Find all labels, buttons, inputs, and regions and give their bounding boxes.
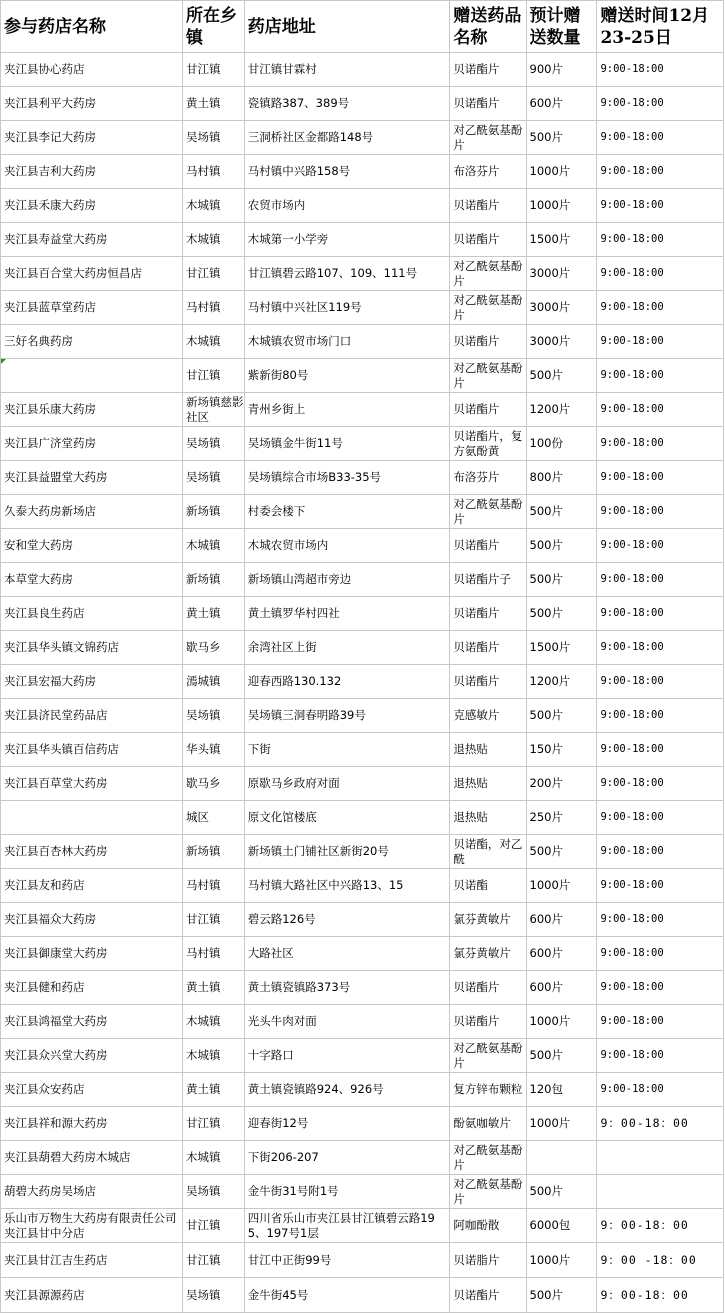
pharmacy-name-cell: 夹江县华头镇文锦药店 (1, 631, 183, 665)
drug-name-cell: 阿咖酚散 (450, 1209, 526, 1243)
quantity-cell: 500片 (526, 563, 597, 597)
time-cell: 9:00-18:00 (597, 699, 724, 733)
quantity-cell: 800片 (526, 461, 597, 495)
drug-name-cell: 贝诺酯片 (450, 325, 526, 359)
drug-name-cell: 贝诺酯片 (450, 665, 526, 699)
quantity-cell: 200片 (526, 767, 597, 801)
quantity-cell: 600片 (526, 971, 597, 1005)
pharmacy-name-cell: 夹江县友和药店 (1, 869, 183, 903)
time-cell: 9:00-18:00 (597, 427, 724, 461)
quantity-cell: 600片 (526, 903, 597, 937)
header-address: 药店地址 (244, 1, 450, 53)
quantity-cell: 100份 (526, 427, 597, 461)
drug-name-cell: 贝诺酯片 (450, 223, 526, 257)
township-cell: 甘江镇 (183, 359, 245, 393)
township-cell: 漹城镇 (183, 665, 245, 699)
time-cell: 9:00-18:00 (597, 393, 724, 427)
pharmacy-name-cell: 安和堂大药房 (1, 529, 183, 563)
drug-name-cell: 贝诺脂片 (450, 1243, 526, 1278)
drug-name-cell: 氯芬黄敏片 (450, 937, 526, 971)
drug-name-cell: 克感敏片 (450, 699, 526, 733)
quantity-cell: 1500片 (526, 223, 597, 257)
time-cell: 9:00-18:00 (597, 87, 724, 121)
drug-name-cell: 贝诺酯片 (450, 971, 526, 1005)
pharmacy-name-cell: 夹江县健和药店 (1, 971, 183, 1005)
time-cell: 9:00-18:00 (597, 291, 724, 325)
township-cell: 黄土镇 (183, 1073, 245, 1107)
quantity-cell: 500片 (526, 529, 597, 563)
drug-name-cell: 对乙酰氨基酚片 (450, 1141, 526, 1175)
header-quantity: 预计赠送数量 (526, 1, 597, 53)
township-cell: 新场镇 (183, 495, 245, 529)
quantity-cell: 250片 (526, 801, 597, 835)
township-cell: 华头镇 (183, 733, 245, 767)
table-row (1, 87, 724, 121)
pharmacy-name-cell: 夹江县御康堂大药房 (1, 937, 183, 971)
pharmacy-name-cell: 本草堂大药房 (1, 563, 183, 597)
quantity-cell: 1000片 (526, 869, 597, 903)
drug-name-cell: 贝诺酯片 (450, 87, 526, 121)
address-cell: 十字路口 (244, 1039, 450, 1073)
drug-name-cell: 退热贴 (450, 733, 526, 767)
drug-name-cell: 贝诺酯片，复方氨酚黄 (450, 427, 526, 461)
address-cell: 新场镇土门铺社区新街20号 (244, 835, 450, 869)
drug-name-cell: 复方锌布颗粒 (450, 1073, 526, 1107)
time-cell: 9：00-18：00 (597, 1278, 724, 1313)
drug-name-cell: 对乙酰氨基酚片 (450, 359, 526, 393)
table-row (1, 427, 724, 461)
time-cell: 9:00-18:00 (597, 53, 724, 87)
address-cell: 吴场镇金牛街11号 (244, 427, 450, 461)
township-cell: 木城镇 (183, 189, 245, 223)
time-cell: 9:00-18:00 (597, 937, 724, 971)
pharmacy-name-cell: 夹江县寿益堂大药房 (1, 223, 183, 257)
header-time: 赠送时间12月23-25日 (597, 1, 724, 53)
pharmacy-name-cell: 夹江县乐康大药房 (1, 393, 183, 427)
pharmacy-name-cell: 夹江县百杏林大药房 (1, 835, 183, 869)
township-cell: 马村镇 (183, 291, 245, 325)
time-cell: 9:00-18:00 (597, 733, 724, 767)
township-cell: 甘江镇 (183, 257, 245, 291)
address-cell: 青州乡街上 (244, 393, 450, 427)
pharmacy-name-cell: 夹江县华头镇百信药店 (1, 733, 183, 767)
pharmacy-name-cell: 夹江县百合堂大药房恒昌店 (1, 257, 183, 291)
drug-name-cell: 布洛芬片 (450, 461, 526, 495)
address-cell: 马村镇中兴路158号 (244, 155, 450, 189)
table-row (1, 393, 724, 427)
quantity-cell: 150片 (526, 733, 597, 767)
time-cell: 9:00-18:00 (597, 563, 724, 597)
time-cell: 9：00-18：00 (597, 1209, 724, 1243)
pharmacy-name-cell: 夹江县宏福大药房 (1, 665, 183, 699)
address-cell: 原歇马乡政府对面 (244, 767, 450, 801)
address-cell: 马村镇中兴社区119号 (244, 291, 450, 325)
time-cell: 9:00-18:00 (597, 631, 724, 665)
drug-name-cell: 对乙酰氨基酚片 (450, 257, 526, 291)
drug-name-cell: 贝诺酯片 (450, 1005, 526, 1039)
table-row (1, 291, 724, 325)
address-cell: 木城第一小学旁 (244, 223, 450, 257)
township-cell: 歇马乡 (183, 631, 245, 665)
table-row (1, 1005, 724, 1039)
drug-name-cell: 对乙酰氨基酚片 (450, 1039, 526, 1073)
pharmacy-name-cell: 夹江县鸿福堂大药房 (1, 1005, 183, 1039)
address-cell: 大路社区 (244, 937, 450, 971)
table-row (1, 1073, 724, 1107)
time-cell: 9:00-18:00 (597, 1039, 724, 1073)
table-row (1, 1209, 724, 1243)
table-row (1, 869, 724, 903)
quantity-cell: 1000片 (526, 1107, 597, 1141)
table-row (1, 223, 724, 257)
table-row (1, 1039, 724, 1073)
pharmacy-name-cell: 三好名典药房 (1, 325, 183, 359)
table-row (1, 1243, 724, 1278)
township-cell: 吴场镇 (183, 461, 245, 495)
time-cell: 9:00-18:00 (597, 801, 724, 835)
address-cell: 余湾社区上街 (244, 631, 450, 665)
quantity-cell (526, 1141, 597, 1175)
township-cell: 木城镇 (183, 1005, 245, 1039)
pharmacy-name-cell: 葫碧大药房吴场店 (1, 1175, 183, 1209)
table-row (1, 767, 724, 801)
table-row (1, 835, 724, 869)
pharmacy-name-cell: 夹江县福众大药房 (1, 903, 183, 937)
address-cell: 甘江镇碧云路107、109、111号 (244, 257, 450, 291)
drug-name-cell: 布洛芬片 (450, 155, 526, 189)
pharmacy-name-cell: 夹江县甘江吉生药店 (1, 1243, 183, 1278)
township-cell: 吴场镇 (183, 699, 245, 733)
table-row (1, 529, 724, 563)
quantity-cell: 1200片 (526, 665, 597, 699)
quantity-cell: 1000片 (526, 1005, 597, 1039)
pharmacy-name-cell: 夹江县济民堂药品店 (1, 699, 183, 733)
table-row (1, 325, 724, 359)
time-cell: 9:00-18:00 (597, 155, 724, 189)
drug-name-cell: 对乙酰氨基酚片 (450, 495, 526, 529)
township-cell: 木城镇 (183, 529, 245, 563)
township-cell: 吴场镇 (183, 427, 245, 461)
quantity-cell: 500片 (526, 835, 597, 869)
pharmacy-name-cell: 夹江县良生药店 (1, 597, 183, 631)
quantity-cell: 500片 (526, 699, 597, 733)
township-cell: 木城镇 (183, 1141, 245, 1175)
table-row (1, 1141, 724, 1175)
address-cell: 三洞桥社区金都路148号 (244, 121, 450, 155)
table-row (1, 699, 724, 733)
time-cell: 9:00-18:00 (597, 495, 724, 529)
time-cell: 9:00-18:00 (597, 869, 724, 903)
time-cell: 9:00-18:00 (597, 597, 724, 631)
quantity-cell: 3000片 (526, 291, 597, 325)
table-row (1, 903, 724, 937)
address-cell: 农贸市场内 (244, 189, 450, 223)
pharmacy-name-cell: 久泰大药房新场店 (1, 495, 183, 529)
quantity-cell: 500片 (526, 1039, 597, 1073)
pharmacy-name-cell: 夹江县众安药店 (1, 1073, 183, 1107)
pharmacy-name-cell: 乐山市万物生大药房有限责任公司夹江县甘中分店 (1, 1209, 183, 1243)
time-cell: 9：00-18：00 (597, 1107, 724, 1141)
quantity-cell: 3000片 (526, 325, 597, 359)
quantity-cell: 1500片 (526, 631, 597, 665)
address-cell: 下街206-207 (244, 1141, 450, 1175)
township-cell: 马村镇 (183, 155, 245, 189)
township-cell: 新场镇 (183, 563, 245, 597)
drug-name-cell: 退热贴 (450, 801, 526, 835)
time-cell: 9:00-18:00 (597, 223, 724, 257)
address-cell: 黄土镇瓷镇路924、926号 (244, 1073, 450, 1107)
quantity-cell: 3000片 (526, 257, 597, 291)
drug-name-cell: 贝诺酯片 (450, 53, 526, 87)
time-cell: 9:00-18:00 (597, 325, 724, 359)
address-cell: 碧云路126号 (244, 903, 450, 937)
table-row (1, 665, 724, 699)
township-cell: 木城镇 (183, 223, 245, 257)
address-cell: 紫新街80号 (244, 359, 450, 393)
address-cell: 金牛街31号附1号 (244, 1175, 450, 1209)
quantity-cell: 500片 (526, 1278, 597, 1313)
township-cell: 歇马乡 (183, 767, 245, 801)
time-cell (597, 1141, 724, 1175)
address-cell: 木城农贸市场内 (244, 529, 450, 563)
drug-name-cell: 贝诺酯片 (450, 393, 526, 427)
township-cell: 城区 (183, 801, 245, 835)
township-cell: 甘江镇 (183, 1107, 245, 1141)
drug-name-cell: 贝诺酯片 (450, 529, 526, 563)
address-cell: 瓷镇路387、389号 (244, 87, 450, 121)
township-cell: 新场镇慈影社区 (183, 393, 245, 427)
table-row (1, 53, 724, 87)
pharmacy-name-cell: 夹江县广济堂药房 (1, 427, 183, 461)
pharmacy-name-cell: 夹江县蓝草堂药店 (1, 291, 183, 325)
pharmacy-name-cell: 夹江县协心药店 (1, 53, 183, 87)
pharmacy-name-cell: 夹江县李记大药房 (1, 121, 183, 155)
address-cell: 木城镇农贸市场门口 (244, 325, 450, 359)
township-cell: 黄土镇 (183, 597, 245, 631)
time-cell: 9：00 -18：00 (597, 1243, 724, 1278)
township-cell: 甘江镇 (183, 53, 245, 87)
address-cell: 甘江中正街99号 (244, 1243, 450, 1278)
time-cell: 9:00-18:00 (597, 1073, 724, 1107)
township-cell: 木城镇 (183, 1039, 245, 1073)
address-cell: 原文化馆楼底 (244, 801, 450, 835)
drug-name-cell: 对乙酰氨基酚片 (450, 1175, 526, 1209)
time-cell: 9:00-18:00 (597, 1005, 724, 1039)
township-cell: 新场镇 (183, 835, 245, 869)
drug-name-cell: 贝诺酯片 (450, 1278, 526, 1313)
township-cell: 黄土镇 (183, 87, 245, 121)
address-cell: 金牛街45号 (244, 1278, 450, 1313)
quantity-cell: 1000片 (526, 1243, 597, 1278)
table-row (1, 461, 724, 495)
table-row (1, 1107, 724, 1141)
pharmacy-name-cell: 夹江县益盟堂大药房 (1, 461, 183, 495)
quantity-cell: 6000包 (526, 1209, 597, 1243)
quantity-cell: 900片 (526, 53, 597, 87)
address-cell: 迎春西路130.132 (244, 665, 450, 699)
address-cell: 马村镇大路社区中兴路13、15 (244, 869, 450, 903)
pharmacy-name-cell: 夹江县源源药店 (1, 1278, 183, 1313)
township-cell: 甘江镇 (183, 1243, 245, 1278)
header-drug-name: 赠送药品名称 (450, 1, 526, 53)
pharmacy-name-cell: 夹江县百草堂大药房 (1, 767, 183, 801)
table-row (1, 121, 724, 155)
table-row (1, 155, 724, 189)
address-cell: 下街 (244, 733, 450, 767)
table-row (1, 733, 724, 767)
table-row (1, 495, 724, 529)
pharmacy-name-cell: 夹江县利平大药房 (1, 87, 183, 121)
time-cell: 9:00-18:00 (597, 835, 724, 869)
time-cell: 9:00-18:00 (597, 903, 724, 937)
pharmacy-name-cell: 夹江县葫碧大药房木城店 (1, 1141, 183, 1175)
township-cell: 吴场镇 (183, 1175, 245, 1209)
table-row (1, 257, 724, 291)
drug-name-cell: 贝诺酯，对乙酰 (450, 835, 526, 869)
time-cell: 9:00-18:00 (597, 121, 724, 155)
table-row (1, 359, 724, 393)
address-cell: 新场镇山湾超市旁边 (244, 563, 450, 597)
quantity-cell: 600片 (526, 937, 597, 971)
address-cell: 甘江镇甘霖村 (244, 53, 450, 87)
address-cell: 黄土镇瓷镇路373号 (244, 971, 450, 1005)
township-cell: 木城镇 (183, 325, 245, 359)
time-cell: 9:00-18:00 (597, 529, 724, 563)
drug-name-cell: 贝诺酯片 (450, 189, 526, 223)
quantity-cell: 600片 (526, 87, 597, 121)
table-row (1, 1175, 724, 1209)
quantity-cell: 500片 (526, 495, 597, 529)
table-row (1, 1278, 724, 1313)
drug-name-cell: 对乙酰氨基酚片 (450, 121, 526, 155)
time-cell: 9:00-18:00 (597, 665, 724, 699)
pharmacy-name-cell: 夹江县禾康大药房 (1, 189, 183, 223)
time-cell (597, 1175, 724, 1209)
table-row (1, 971, 724, 1005)
header-row (1, 1, 724, 53)
address-cell: 四川省乐山市夹江县甘江镇碧云路195、197号1层 (244, 1209, 450, 1243)
quantity-cell: 1200片 (526, 393, 597, 427)
time-cell: 9:00-18:00 (597, 461, 724, 495)
quantity-cell: 120包 (526, 1073, 597, 1107)
pharmacy-name-cell: 夹江县吉利大药房 (1, 155, 183, 189)
drug-name-cell: 贝诺酯片 (450, 631, 526, 665)
township-cell: 黄土镇 (183, 971, 245, 1005)
pharmacy-name-cell (1, 801, 183, 835)
time-cell: 9:00-18:00 (597, 359, 724, 393)
quantity-cell: 500片 (526, 597, 597, 631)
address-cell: 村委会楼下 (244, 495, 450, 529)
drug-name-cell: 退热贴 (450, 767, 526, 801)
table-row (1, 631, 724, 665)
drug-name-cell: 氯芬黄敏片 (450, 903, 526, 937)
township-cell: 马村镇 (183, 937, 245, 971)
table-row (1, 563, 724, 597)
table-row (1, 597, 724, 631)
quantity-cell: 1000片 (526, 155, 597, 189)
drug-name-cell: 贝诺酯片 (450, 597, 526, 631)
table-row (1, 937, 724, 971)
drug-name-cell: 酚氨咖敏片 (450, 1107, 526, 1141)
township-cell: 甘江镇 (183, 1209, 245, 1243)
quantity-cell: 1000片 (526, 189, 597, 223)
quantity-cell: 500片 (526, 359, 597, 393)
township-cell: 甘江镇 (183, 903, 245, 937)
drug-name-cell: 贝诺酯片子 (450, 563, 526, 597)
time-cell: 9:00-18:00 (597, 971, 724, 1005)
address-cell: 吴场镇综合市场B33-35号 (244, 461, 450, 495)
township-cell: 吴场镇 (183, 121, 245, 155)
header-township: 所在乡镇 (183, 1, 245, 53)
drug-name-cell: 对乙酰氨基酚片 (450, 291, 526, 325)
table-row (1, 801, 724, 835)
pharmacy-name-cell (1, 359, 183, 393)
address-cell: 黄土镇罗华村四社 (244, 597, 450, 631)
drug-name-cell: 贝诺酯 (450, 869, 526, 903)
time-cell: 9:00-18:00 (597, 257, 724, 291)
township-cell: 吴场镇 (183, 1278, 245, 1313)
quantity-cell: 500片 (526, 1175, 597, 1209)
township-cell: 马村镇 (183, 869, 245, 903)
table-row (1, 189, 724, 223)
pharmacy-name-cell: 夹江县众兴堂大药房 (1, 1039, 183, 1073)
address-cell: 迎春街12号 (244, 1107, 450, 1141)
time-cell: 9:00-18:00 (597, 767, 724, 801)
address-cell: 光头牛肉对面 (244, 1005, 450, 1039)
header-pharmacy-name: 参与药店名称 (1, 1, 183, 53)
quantity-cell: 500片 (526, 121, 597, 155)
pharmacy-name-cell: 夹江县祥和源大药房 (1, 1107, 183, 1141)
address-cell: 吴场镇三洞春明路39号 (244, 699, 450, 733)
time-cell: 9:00-18:00 (597, 189, 724, 223)
